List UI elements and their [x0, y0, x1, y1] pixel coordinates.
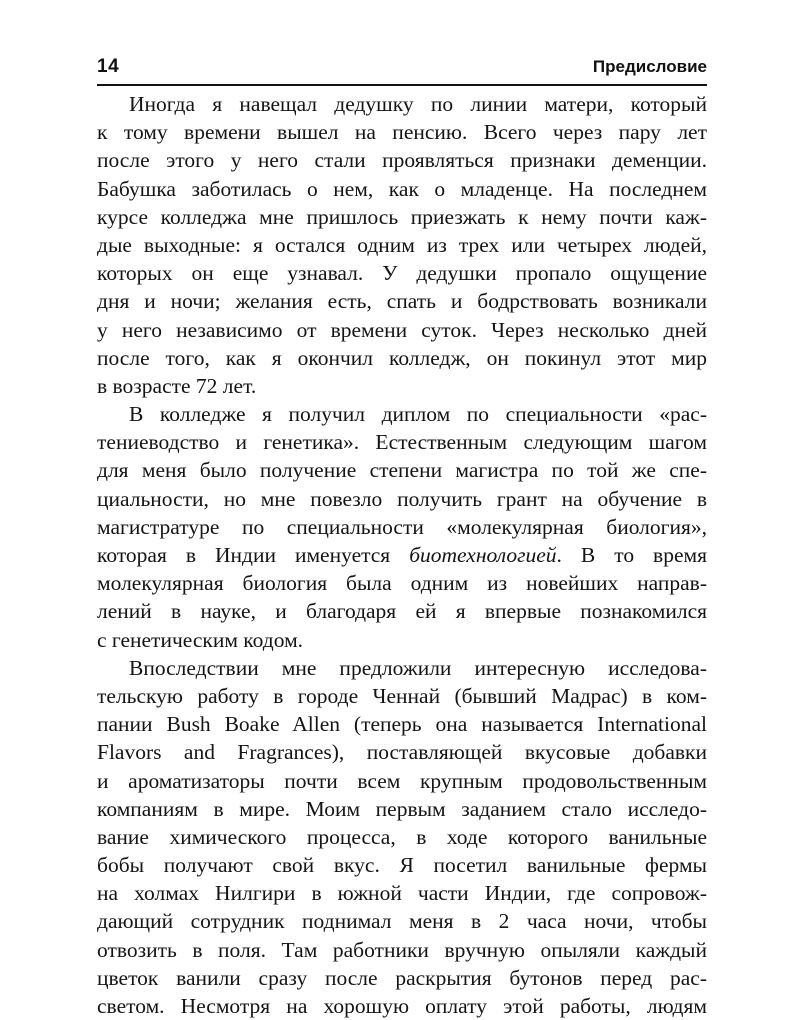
header-rule [97, 84, 707, 86]
text-line: циальности, но мне повезло получить грант на обучение в [97, 486, 707, 511]
text-line: цветок ванили сразу после раскрытия бутонов перед рас- [97, 965, 707, 990]
text-line: которых он еще узнавал. У дедушки пропало ощущение [97, 261, 707, 286]
text-line: бобы получают свой вкус. Я посетил ванильные фермы [97, 853, 707, 878]
italic-term: биотехнологией [409, 543, 557, 567]
text-line: светом. Несмотря на хорошую оплату этой работы, людям [97, 994, 707, 1018]
text-line: Flavors and Fragrances), поставляющей вкусовые добавки [97, 740, 707, 765]
text-line: отвозить в поля. Там работники вручную опыляли каждый [97, 937, 707, 962]
text-line: Впоследствии мне предложили интересную исследова- [129, 655, 707, 680]
text-line: на холмах Нилгири в южной части Индии, где сопровож- [97, 881, 707, 906]
text-line: дающий сотрудник поднимал меня в 2 часа ночи, чтобы [97, 909, 707, 934]
text-line: в возрасте 72 лет. [97, 373, 257, 398]
text-line: после этого у него стали проявляться признаки деменции. [97, 148, 707, 173]
text-line: тениеводство и генетика». Естественным следующим шагом [97, 430, 707, 455]
text-line: вание химического процесса, в ходе которого ванильные [97, 824, 707, 849]
paragraph-3 [97, 654, 707, 1020]
text-line: пании Bush Boake Allen (теперь она называется International [97, 712, 707, 737]
text-line: к тому времени вышел на пенсию. Всего через пару лет [97, 120, 707, 145]
text-line: у него независимо от времени суток. Через несколько дней [97, 317, 707, 342]
text-line: Бабушка заботилась о нем, как о младенце. На последнем [97, 176, 707, 201]
running-head [97, 54, 707, 82]
text-line: и ароматизаторы почти всем крупным продовольственным [97, 768, 707, 793]
text-line-with-italic [97, 541, 707, 569]
text-line: курсе колледжа мне пришлось приезжать к нему почти каж- [97, 204, 707, 229]
text-line: лений в науке, и благодаря ей я впервые познакомился [97, 599, 707, 624]
text-line: магистратуре по специальности «молекулярная биология», [97, 514, 707, 539]
text-line: Иногда я навещал дедушку по линии матери, который [129, 92, 707, 116]
section-title: Предисловие [592, 57, 707, 76]
page-number: 14 [97, 56, 120, 77]
text-segment: . В то время [556, 543, 707, 567]
text-line: дые выходные: я остался одним из трех или четырех людей, [97, 232, 707, 257]
text-line: после того, как я окончил колледж, он покинул этот мир [97, 345, 707, 370]
paragraph-1 [97, 90, 707, 400]
text-line: дня и ночи; желания есть, спать и бодрствовать возникали [97, 289, 707, 314]
text-segment: которая в Индии именуется [97, 543, 410, 567]
text-line: компаниям в мире. Моим первым заданием стало исследо- [97, 796, 707, 821]
text-line: молекулярная биология была одним из новейших направ- [97, 571, 707, 596]
text-line: с генетическим кодом. [97, 627, 304, 652]
text-line: В колледже я получил диплом по специальности «рас- [129, 402, 707, 427]
body-text [97, 90, 707, 1020]
text-line: для меня было получение степени магистра по той же спе- [97, 458, 707, 483]
text-line: тельскую работу в городе Ченнай (бывший Мадрас) в ком- [97, 683, 707, 708]
paragraph-2 [97, 400, 707, 654]
